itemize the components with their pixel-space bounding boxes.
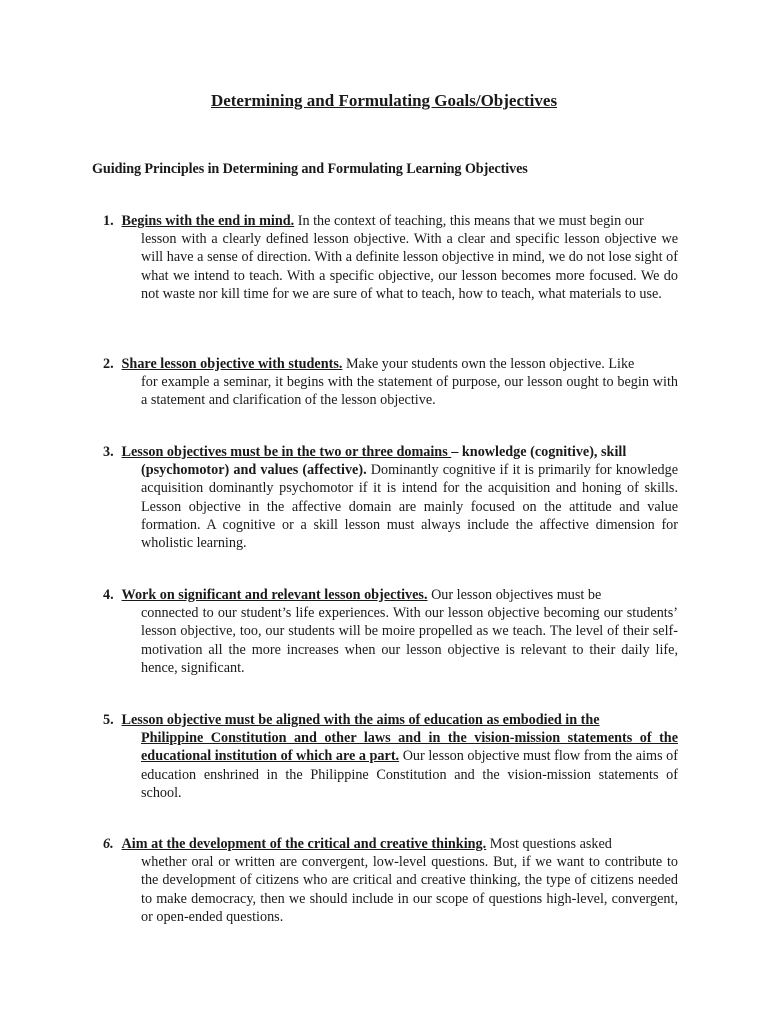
principle-first-line bbox=[103, 711, 678, 729]
principle-body: for example a seminar, it begins with the statement of purpose, our lesson ought to begin with a statement and clarification of the lesson objective. bbox=[141, 374, 678, 409]
principle-heading: Begins with the end in mind. bbox=[121, 213, 295, 229]
principle-body: connected to our student’s life experiences. With our lesson objective becoming our students’ lesson objective, too, our students will be moire propelled as we teach. The level of their self-motivation all the more increases when our lesson objective is relevant to their daily life, hence, significant. bbox=[141, 605, 678, 676]
principle-heading: Aim at the development of the critical and creative thinking. bbox=[121, 836, 487, 852]
principle-first-line bbox=[103, 355, 678, 373]
principle-item-2 bbox=[103, 355, 678, 410]
principle-number: 6. bbox=[103, 836, 114, 852]
principle-item-5 bbox=[103, 711, 678, 802]
principle-body-heading: Philippine Constitution and other laws and in the vision-mission statements of the educational institution of which are a part. bbox=[141, 730, 678, 765]
principle-item-6 bbox=[103, 835, 678, 926]
principle-heading: Work on significant and relevant lesson objectives. bbox=[121, 587, 428, 603]
principle-heading: Lesson objectives must be in the two or three domains bbox=[121, 444, 452, 460]
principle-first-text: Most questions asked bbox=[486, 836, 612, 852]
principle-body: whether oral or written are convergent, low-level questions. But, if we want to contribute to the development of citizens who are critical and creative thinking, the type of citizens needed to make democracy, then we should include in our scope of questions high-level, convergent, or open-ended questions. bbox=[141, 854, 678, 925]
principle-number: 5. bbox=[103, 712, 114, 728]
principle-heading-tail: – knowledge (cognitive), skill bbox=[451, 444, 627, 460]
document-title: Determining and Formulating Goals/Objectives bbox=[210, 91, 558, 110]
principle-body-bold: (psychomotor) and values (affective). bbox=[141, 462, 367, 479]
principle-number: 2. bbox=[103, 356, 114, 372]
principle-first-line bbox=[103, 212, 678, 230]
document-subtitle: Guiding Principles in Determining and Formulating Learning Objectives bbox=[92, 161, 528, 177]
principle-first-text: In the context of teaching, this means that we must begin our bbox=[294, 213, 644, 229]
principle-first-line bbox=[103, 835, 678, 853]
principle-first-line bbox=[103, 586, 678, 604]
principle-body-text: Our lesson objective must flow from the aims of education enshrined in the Philippine Constitution and the vision-mission statements of school. bbox=[141, 748, 679, 801]
principle-number: 1. bbox=[103, 213, 114, 229]
principle-item-1 bbox=[103, 212, 678, 303]
principle-number: 3. bbox=[103, 444, 114, 460]
principle-first-text: Our lesson objectives must be bbox=[427, 587, 602, 603]
principle-number: 4. bbox=[103, 587, 114, 603]
principle-first-text: Make your students own the lesson objective. Like bbox=[342, 356, 635, 372]
principle-item-4 bbox=[103, 586, 678, 677]
principle-heading: Lesson objective must be aligned with the aims of education as embodied in the bbox=[121, 712, 600, 728]
principle-item-3 bbox=[103, 443, 678, 552]
principle-body bbox=[103, 461, 678, 552]
principle-body: lesson with a clearly defined lesson objective. With a clear and specific lesson objective we will have a sense of direction. With a definite lesson objective in mind, we do not lose sight of what we intend to teach. With a specific objective, our lesson becomes more focused. We do not waste nor kill time for we are sure of what to teach, how to teach, what materials to use. bbox=[141, 231, 678, 302]
principle-first-line bbox=[103, 443, 678, 461]
principle-body bbox=[103, 729, 678, 802]
principle-heading: Share lesson objective with students. bbox=[121, 356, 343, 372]
principle-body-text: Dominantly cognitive if it is primarily for knowledge acquisition dominantly psychomotor if it is intend for the acquisition and honing of skills. Lesson objective in the affective domain are mainly focused on the attitude and value formation. A cognitive or a skill lesson must always include the affective dimension for wholistic learning. bbox=[141, 462, 678, 552]
